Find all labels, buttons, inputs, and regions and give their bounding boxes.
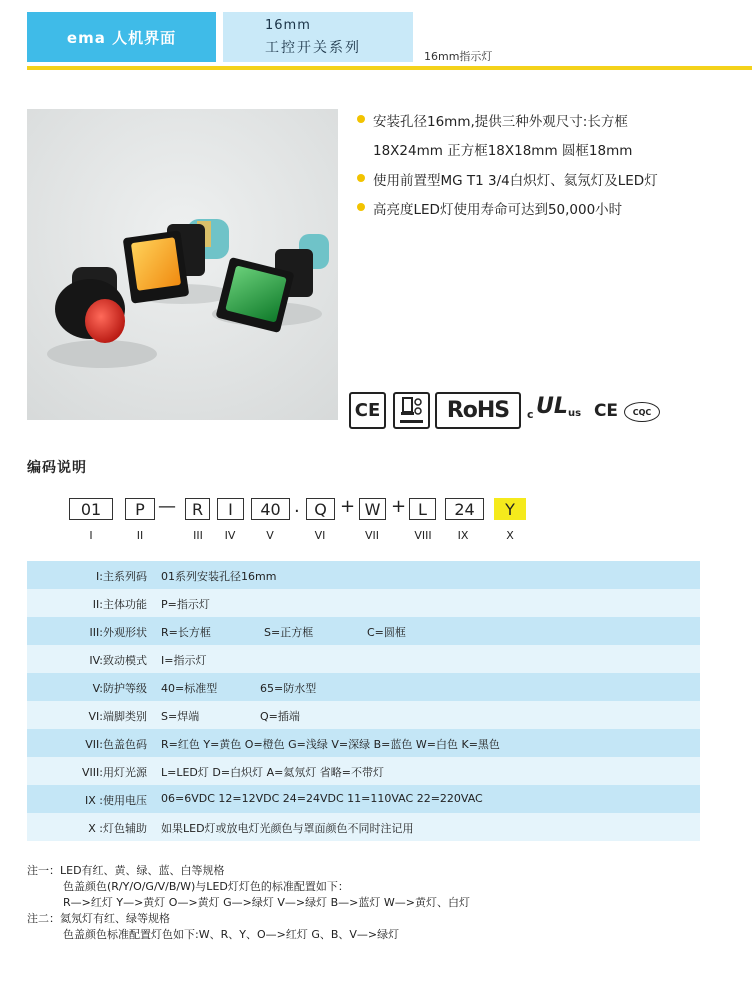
table-row — [27, 561, 700, 589]
roman-label: VIII — [414, 529, 432, 542]
row-value: Q=插端 — [260, 710, 300, 723]
row-value: 01系列安装孔径16mm — [161, 570, 277, 583]
series-tab — [223, 12, 413, 62]
code-box-shape: R — [185, 498, 210, 520]
row-value: I=指示灯 — [161, 654, 207, 667]
roman-label: VII — [364, 529, 379, 542]
table-row — [27, 785, 700, 813]
roman-label: III — [193, 529, 203, 542]
roman-label: VI — [314, 529, 326, 542]
row-label: VII:色盖色码 — [85, 738, 147, 751]
note-line: 色盖颜色标准配置灯色如下:W、R、Y、O—>红灯 G、B、V—>绿灯 — [63, 928, 400, 941]
code-box-actuation: I — [217, 498, 244, 520]
row-value: 40=标准型 — [161, 682, 218, 695]
row-value: R=长方框 — [161, 626, 211, 639]
row-label: V:防护等级 — [92, 682, 147, 695]
row-value: S=正方框 — [264, 626, 314, 639]
row-value: R=红色 Y=黄色 O=橙色 G=浅绿 V=深绿 B=蓝色 W=白色 K=黑色 — [161, 738, 500, 751]
row-value: L=LED灯 D=白炽灯 A=氦氖灯 省略=不带灯 — [161, 766, 385, 779]
code-box-light-color: Y — [494, 498, 526, 520]
cqc-icon — [624, 392, 660, 429]
roman-label: II — [136, 529, 144, 542]
code-separator: — — [158, 496, 176, 517]
row-label: VI:端脚类别 — [88, 710, 147, 723]
note-line: R—>红灯 Y—>黄灯 O—>黄灯 G—>绿灯 V—>绿灯 B—>蓝灯 W—>黄灯、白灯 — [63, 896, 470, 909]
note-line: 注二：氦氖灯有红、绿等规格 — [27, 912, 170, 925]
code-separator: + — [340, 496, 356, 517]
code-box-terminal: Q — [306, 498, 335, 520]
row-label: II:主体功能 — [92, 598, 147, 611]
ce-mark-icon: CE — [349, 392, 386, 429]
code-separator: . — [294, 496, 300, 517]
note-line: 色盖颜色(R/Y/O/G/V/B/W)与LED灯灯色的标准配置如下： — [63, 880, 349, 893]
bullet-icon — [357, 174, 365, 182]
row-label: IV:致动模式 — [89, 654, 147, 667]
header-divider — [27, 66, 752, 70]
roman-label: X — [506, 529, 514, 542]
feature-text: 高亮度LED灯使用寿命可达到50,000小时 — [373, 202, 623, 218]
code-box-cap-color: W — [359, 498, 386, 520]
row-label: IX :使用电压 — [85, 794, 147, 807]
row-value: P=指示灯 — [161, 598, 210, 611]
table-row — [27, 813, 700, 841]
note-line: 注一：LED有红、黄、绿、蓝、白等规格 — [27, 864, 225, 877]
table-row — [27, 673, 700, 701]
table-row — [27, 701, 700, 729]
product-photo — [27, 109, 338, 420]
row-value: 如果LED灯或放电灯光颜色与罩面颜色不同时注记用 — [161, 822, 414, 835]
table-row — [27, 617, 700, 645]
page-subtitle: 16mm指示灯 — [424, 50, 493, 63]
bullet-icon — [357, 115, 365, 123]
row-value: 65=防水型 — [260, 682, 317, 695]
ccc-cert-icon — [393, 392, 430, 429]
code-section-title: 编码说明 — [27, 460, 87, 476]
ce-small-icon: CE — [593, 400, 619, 421]
row-value: C=圆框 — [367, 626, 406, 639]
roman-label: IX — [457, 529, 469, 542]
table-row — [27, 645, 700, 673]
rohs-icon: RoHS — [435, 392, 521, 429]
ul-mark-icon — [527, 392, 582, 429]
roman-label: IV — [224, 529, 236, 542]
table-row — [27, 729, 700, 757]
row-label: III:外观形状 — [89, 626, 147, 639]
roman-label: V — [266, 529, 274, 542]
code-box-series: 01 — [69, 498, 113, 520]
row-value: 06=6VDC 12=12VDC 24=24VDC 11=110VAC 22=220VAC — [161, 792, 483, 805]
row-label: X :灯色辅助 — [88, 822, 147, 835]
code-box-light-source: L — [409, 498, 436, 520]
ul-label: UL — [536, 394, 568, 419]
series-tab-line1: 16mm — [265, 18, 311, 33]
code-box-function: P — [125, 498, 155, 520]
feature-text: 安装孔径16mm,提供三种外观尺寸:长方框 — [373, 114, 628, 130]
row-value: S=焊端 — [161, 710, 200, 723]
row-label: VIII:用灯光源 — [82, 766, 147, 779]
code-box-voltage: 24 — [445, 498, 484, 520]
roman-label: I — [89, 529, 93, 542]
bullet-icon — [357, 203, 365, 211]
table-row — [27, 757, 700, 785]
code-box-protection: 40 — [251, 498, 290, 520]
ccc-cert-glyph — [395, 394, 428, 427]
brand-tab: ema 人机界面 — [27, 12, 216, 62]
feature-text: 使用前置型MG T1 3/4白炽灯、氦氖灯及LED灯 — [373, 173, 658, 189]
ul-c-label: c — [527, 408, 534, 421]
cqc-label: CQC — [624, 402, 660, 422]
feature-text: 18X24mm 正方框18X18mm 圆框18mm — [373, 143, 633, 159]
ul-us-label: us — [568, 408, 582, 419]
indicator-lights-image — [27, 109, 338, 420]
table-row — [27, 589, 700, 617]
series-tab-line2: 工控开关系列 — [265, 40, 361, 56]
code-separator: + — [391, 496, 407, 517]
row-label: I:主系列码 — [96, 570, 147, 583]
